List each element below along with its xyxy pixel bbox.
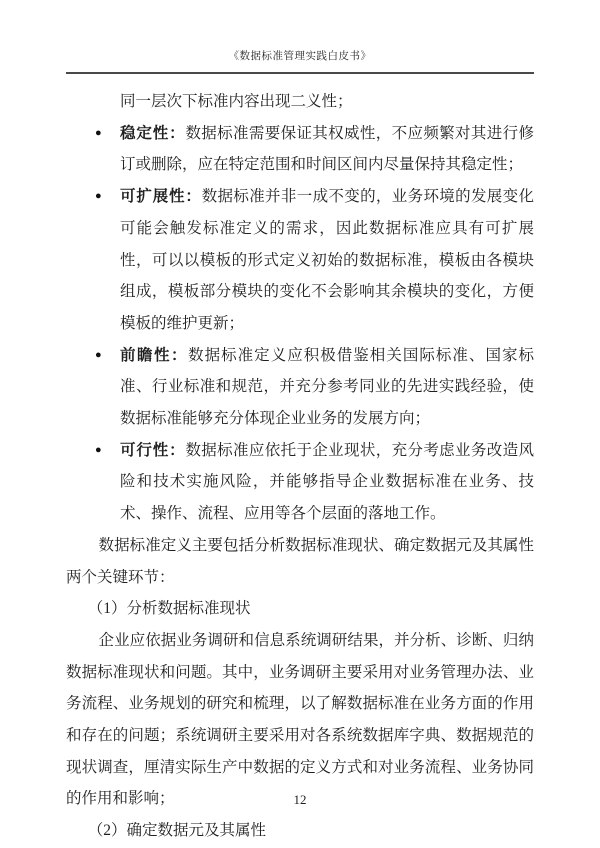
bullet-term: 可扩展性：	[120, 188, 202, 206]
bullet-icon: ●	[95, 126, 102, 139]
paragraph-continuation: 同一层次下标准内容出现二义性；	[120, 93, 353, 110]
body-paragraph: 数据标准定义主要包括分析数据标准现状、确定数据元及其属性两个关键环节：	[66, 536, 534, 586]
bullet-text	[120, 340, 534, 435]
bullet-text	[120, 118, 534, 181]
bullet-body: 数据标准应依托于企业现状，充分考虑业务改造风险和技术实施风险，并能够指导企业数据标准在业务、技术、操作、流程、应用等各个层面的落地工作。	[120, 441, 534, 523]
running-header-title: 《数据标准管理实践白皮书》	[66, 50, 534, 74]
body-paragraph: 企业应依据业务调研和信息系统调研结果，并分析、诊断、归纳数据标准现状和问题。其中，业务调研主要采用对业务管理办法、业务流程、业务规划的研究和梳理，以了解数据标准在业务方面的作用和存在的问题；系统调研主要采用对各系统数据库字典、数据规范的现状调查，厘清实际生产中数据的定义方式和对业务流程、业务协同的作用和影响；	[66, 631, 534, 808]
bullet-item-extensibility	[66, 181, 534, 340]
bullet-icon: ●	[95, 348, 102, 361]
bullet-term: 可行性：	[120, 441, 186, 459]
bullet-item-feasibility	[66, 435, 534, 530]
bullet-term: 前瞻性：	[120, 346, 189, 364]
sub-item-2: （2）确定数据元及其属性	[87, 822, 266, 840]
bullet-text	[120, 181, 534, 340]
page-header	[66, 50, 534, 74]
bullet-body: 数据标准定义应积极借鉴相关国际标准、国家标准、行业标准和规范，并充分参考同业的先进实践经验，使数据标准能够充分体现企业业务的发展方向；	[120, 346, 534, 428]
page-body	[66, 86, 534, 847]
bullet-item-stability	[66, 118, 534, 181]
sub-item-1: （1）分析数据标准现状	[87, 600, 251, 618]
page-number: 12	[293, 792, 307, 807]
bullet-body: 数据标准并非一成不变的，业务环境的发展变化可能会触发标准定义的需求，因此数据标准应具有可扩展性，可以以模板的形式定义初始的数据标准，模板由各模块组成，模板部分模块的变化不会影响其余模块的变化，方便模板的维护更新；	[120, 188, 534, 332]
bullet-term: 稳定性：	[120, 124, 186, 142]
bullet-body: 数据标准需要保证其权威性，不应频繁对其进行修订或删除，应在特定范围和时间区间内尽量保持其稳定性；	[120, 124, 534, 174]
bullet-icon: ●	[95, 443, 102, 456]
bullet-item-foresight	[66, 340, 534, 435]
bullet-icon: ●	[95, 190, 102, 203]
bullet-text	[120, 435, 534, 530]
